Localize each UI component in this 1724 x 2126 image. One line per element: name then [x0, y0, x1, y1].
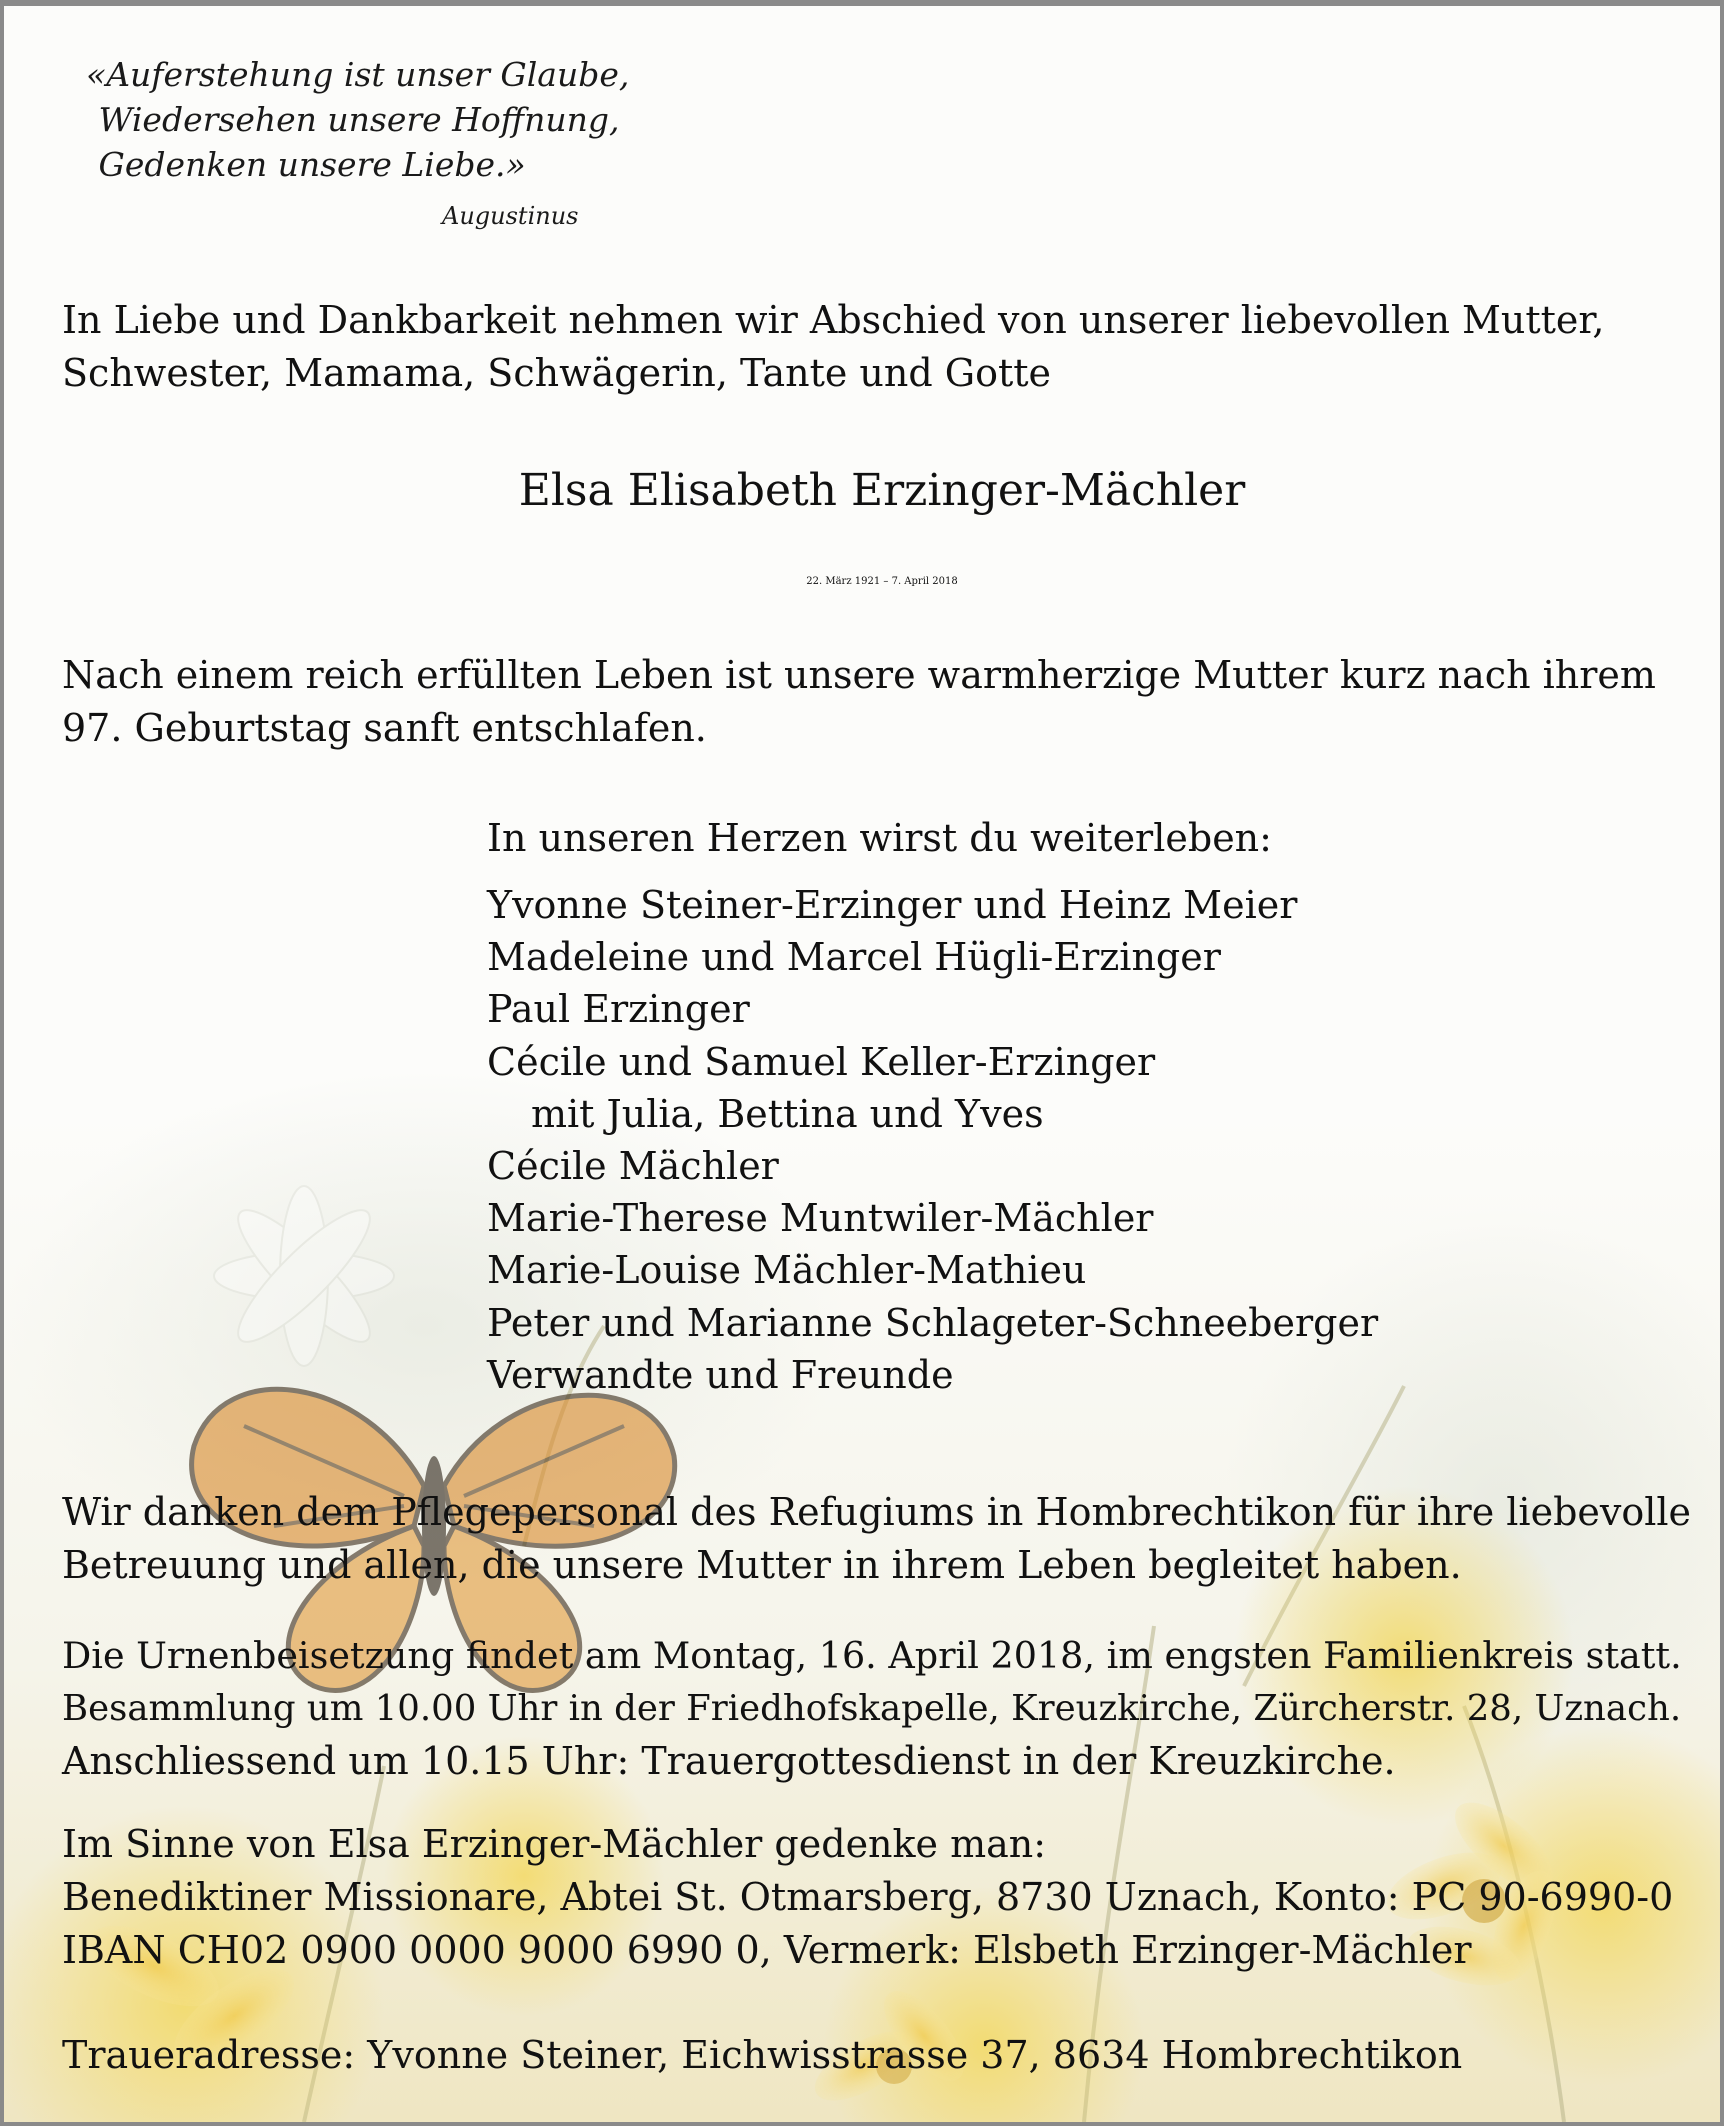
thanks-line: Betreuung und allen, die unsere Mutter in ihrem Leben begleitet haben.: [62, 1543, 1462, 1587]
statement-line: 97. Geburtstag sanft entschlafen.: [62, 706, 707, 750]
donation-line: IBAN CH02 0900 0000 9000 6990 0, Vermerk: Elsbeth Erzinger-Mächler: [62, 1928, 1472, 1972]
address-line: Traueradresse: Yvonne Steiner, Eichwisstrasse 37, 8634 Hombrechtikon: [62, 2033, 1463, 2077]
intro-paragraph: [62, 294, 1682, 400]
mourner-name: Cécile und Samuel Keller-Erzinger: [487, 1039, 1156, 1084]
donation-line: Im Sinne von Elsa Erzinger-Mächler gedenke man:: [62, 1822, 1047, 1866]
statement-paragraph: [62, 649, 1682, 755]
mourner-name: Paul Erzinger: [487, 987, 750, 1032]
ceremony-line: Anschliessend um 10.15 Uhr: Trauergottesdienst in der Kreuzkirche.: [62, 1739, 1396, 1783]
motto-quote: [86, 52, 629, 187]
intro-line: Schwester, Mamama, Schwägerin, Tante und Gotte: [62, 351, 1052, 395]
motto-line: Gedenken unsere Liebe.»: [98, 145, 526, 184]
intro-line: In Liebe und Dankbarkeit nehmen wir Abschied von unserer liebevollen Mutter,: [62, 298, 1605, 342]
mourner-name: Marie-Therese Muntwiler-Mächler: [487, 1196, 1154, 1241]
mourners-list: [487, 879, 1378, 1401]
thanks-line: Wir danken dem Pflegepersonal des Refugiums in Hombrechtikon für ihre liebevolle: [62, 1490, 1692, 1534]
mourners-heading: In unseren Herzen wirst du weiterleben:: [487, 816, 1272, 860]
ceremony-paragraph: [62, 1629, 1682, 1788]
motto-line: Wiedersehen unsere Hoffnung,: [98, 100, 620, 139]
mourner-name: mit Julia, Bettina und Yves: [531, 1091, 1044, 1136]
motto-line: «Auferstehung ist unser Glaube,: [86, 55, 630, 94]
mourner-name: Madeleine und Marcel Hügli-Erzinger: [487, 935, 1221, 980]
life-dates: 22. März 1921 – 7. April 2018: [806, 576, 958, 587]
mourner-name: Peter und Marianne Schlageter-Schneeberger: [487, 1300, 1379, 1345]
obituary-content: [4, 6, 1720, 2122]
thanks-paragraph: [62, 1486, 1692, 1592]
donation-paragraph: [62, 1818, 1682, 1977]
ceremony-line: Die Urnenbeisetzung findet am Montag, 16. April 2018, im engsten Familienkreis statt.: [62, 1634, 1682, 1677]
mourner-name: Verwandte und Freunde: [487, 1352, 954, 1397]
mourner-name: Cécile Mächler: [487, 1144, 779, 1189]
donation-line: Benediktiner Missionare, Abtei St. Otmarsberg, 8730 Uznach, Konto: PC 90-6990-0: [62, 1875, 1674, 1919]
mourner-name: Yvonne Steiner-Erzinger und Heinz Meier: [487, 883, 1298, 927]
ceremony-line: Besammlung um 10.00 Uhr in der Friedhofskapelle, Kreuzkirche, Zürcherstr. 28, Uznach.: [62, 1688, 1682, 1729]
deceased-name: Elsa Elisabeth Erzinger-Mächler: [518, 465, 1246, 516]
mourning-address: [62, 2029, 1682, 2082]
motto-author: Augustinus: [442, 202, 579, 230]
statement-line: Nach einem reich erfüllten Leben ist unsere warmherzige Mutter kurz nach ihrem: [62, 653, 1656, 697]
mourner-name: Marie-Louise Mächler-Mathieu: [487, 1248, 1087, 1293]
obituary-page: [4, 6, 1720, 2122]
